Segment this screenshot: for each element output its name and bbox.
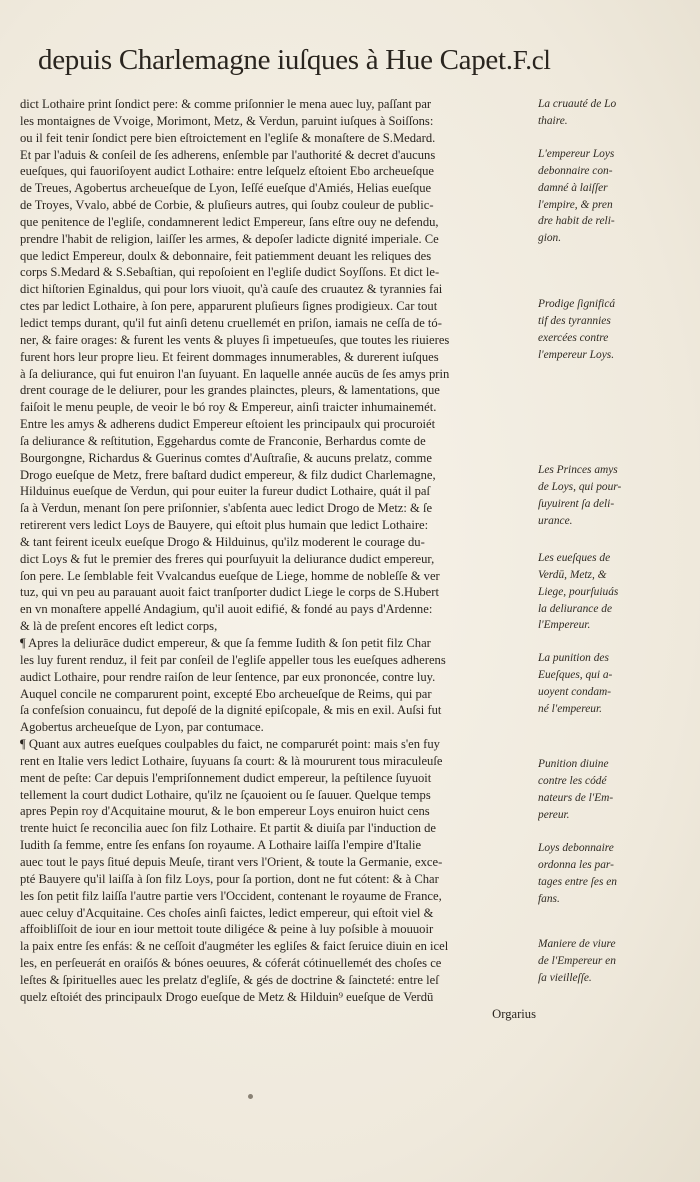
body-text-line: auec tout le pays ſitué depuis Meuſe, tirant vers l'Orient, & toute la Germanie, exce- xyxy=(20,854,443,869)
catchword: Orgarius xyxy=(492,1006,536,1021)
main-text-column xyxy=(20,96,540,1022)
running-header xyxy=(38,44,598,77)
marginal-note xyxy=(538,650,658,717)
marginal-note-line: la deliurance de xyxy=(538,602,613,615)
body-text-line: que ledict Empereur, doulx & debonnaire, feit patiemment deuant les reliques des xyxy=(20,248,432,263)
marginal-note-line: exercées contre xyxy=(538,331,609,344)
marginal-note xyxy=(538,146,658,247)
body-text-line: retirerent vers ledict Loys de Bauyere, qui eſtoit plus humain que ledict Lothaire: xyxy=(20,518,429,533)
body-text-line: ſa à Verdun, menant ſon pere priſonnier, s'abſenta auec ledict Drogo de Metz: & ſe xyxy=(20,501,433,516)
body-text-line: ctes par ledict Lothaire, à ſon pere, apparurent pluſieurs ſignes prodigieux. Car tout xyxy=(20,299,438,314)
marginal-note-line: Liege, pourſuiuás xyxy=(538,585,619,598)
body-text-line: prendre l'habit de religion, laiſſer les armes, & depoſer ladicte dignité imperiale. Ce xyxy=(20,231,439,246)
body-text-line: faiſoit le menu peuple, de veoir le bó roy & Empereur, ainſi traicter inhumainemét. xyxy=(20,400,437,415)
body-text-line: furent hors leur propre lieu. Et feirent dommages innumerables, & durerent iuſques xyxy=(20,349,439,364)
marginal-note-line: ſa vieilleſſe. xyxy=(538,971,592,984)
body-text-line: corps S.Medard & S.Sebaſtian, qui repoſoient en l'egliſe dudict Soyſſons. Et dict le- xyxy=(20,265,440,280)
marginal-note-line: Punition diuine xyxy=(538,758,609,770)
body-text-line: ¶ Apres la deliurāce dudict empereur, & que ſa femme Iudith & ſon petit filz Char xyxy=(20,636,431,650)
body-text-line: quelz eſtoiét des principaulx Drogo eueſque de Metz & Hilduin⁹ eueſque de Verdū xyxy=(20,989,434,1004)
marginal-note-line: Maniere de viure xyxy=(538,938,616,950)
marginal-note-line: Les eueſques de xyxy=(538,552,611,564)
body-text-line: de Treues, Agobertus archeueſque de Lyon, Ieſſé eueſque d'Amiés, Helias eueſque xyxy=(20,181,432,196)
marginal-note xyxy=(538,550,658,634)
body-text-line: dict hiſtorien Eginaldus, qui pour lors viuoit, qu'à cauſe des cruautez & tyrannies fai xyxy=(20,282,443,297)
body-text-line: de Troyes, Vvalo, abbé de Corbie, & pluſieurs autres, qui ſoubz couleur de public- xyxy=(20,198,434,213)
marginal-note-line: contre les códé xyxy=(538,774,607,787)
body-text-line: ¶ Quant aux autres eueſques coulpables du faict, ne comparurét point: mais s'en fuy xyxy=(20,737,440,752)
marginal-note-line: La punition des xyxy=(538,652,609,664)
marginal-note-line: né l'empereur. xyxy=(538,702,603,715)
marginal-note-line: L'empereur Loys xyxy=(538,148,615,160)
body-text-line: Agobertus archeueſque de Lyon, par contumace. xyxy=(20,720,264,735)
body-text-line: Drogo eueſque de Metz, frere baſtard dudict empereur, & filz dudict Charlemagne, xyxy=(20,467,436,482)
body-text-line: & tant feirent iceulx eueſque Drogo & Hilduinus, qu'ilz moderent le courage du- xyxy=(20,534,425,549)
marginal-note-line: l'empire, & pren xyxy=(538,198,613,211)
body-text-line: dict Lothaire print ſondict pere: & comme priſonnier le mena auec luy, paſſant par xyxy=(20,97,432,111)
body-text-line: ledict temps durant, qu'il fut ainſi detenu cruellemét en priſon, iamais ne ceſſa de tó- xyxy=(20,315,442,330)
marginal-note xyxy=(538,96,658,130)
body-text-line: à ſa deliurance, qui fut enuiron l'an ſuyuant. En laquelle année aucūs de ſes amys prin xyxy=(20,366,450,381)
marginal-note-line: ſuyuirent ſa deli- xyxy=(538,497,615,510)
marginal-note-line: l'Empereur. xyxy=(538,619,591,632)
body-text-line: trente huict ſe reconcilia auec ſon filz Lothaire. Et partit & diuiſa par l'induction de xyxy=(20,821,436,836)
marginal-note-line: tif des tyrannies xyxy=(538,314,611,327)
body-text-line: leſtes & ſpirituelles auec les prelatz d'egliſe, & gés de doctrine & ſaincteté: entre leſ xyxy=(20,972,439,987)
marginal-note xyxy=(538,936,658,987)
marginal-note-line: dre habit de reli- xyxy=(538,215,615,228)
body-text-line: Hilduinus eueſque de Verdun, qui pour euiter la fureur dudict Lothaire, quát il paſ xyxy=(20,484,430,499)
marginal-note-line: Loys debonnaire xyxy=(538,842,614,854)
body-text-line: les, en perſeuerát en oraiſós & bónes oeuures, & cóferát cótinuellemét des choſes ce xyxy=(20,956,442,971)
body-text-line: apres Pepin roy d'Acquitaine mourut, & le bon empereur Loys enuiron huict cens xyxy=(20,804,430,819)
marginal-note-line: gion. xyxy=(538,232,562,245)
body-text-line: Et par l'aduis & conſeil de ſes adherens, enſemble par l'authorité & decret d'aucuns xyxy=(20,147,436,162)
body-text-line: ſon pere. Le ſemblable feit Vvalcandus eueſque de Liege, homme de nobleſſe & ver xyxy=(20,568,440,583)
body-text-line: audict Lothaire, pour rendre raiſon de leur ſentence, par eux prononcée, contre luy. xyxy=(20,669,436,684)
folio-number: F.cl xyxy=(512,45,551,75)
marginal-note-line: uoyent condam- xyxy=(538,685,612,698)
marginal-note-line: Eueſques, qui a- xyxy=(538,668,613,681)
body-text-line: drent courage de le deliurer, pour les grandes plainctes, pleurs, & lamentations, que xyxy=(20,383,440,398)
marginal-note-line: de l'Empereur en xyxy=(538,954,616,967)
paper-spot xyxy=(248,1094,253,1099)
body-text-line: Bourgongne, Richardus & Guerinus comtes d'Auſtraſie, & aucuns prelatz, comme xyxy=(20,450,432,465)
marginal-note-line: de Loys, qui pour- xyxy=(538,480,622,493)
marginal-note-line: pereur. xyxy=(538,808,570,821)
body-text-line: rent en Italie vers ledict Lothaire, ſuyuans ſa court: & là moururent tous miraculeuſe xyxy=(20,753,443,768)
body-text-line: ou il feit tenir ſondict pere bien eſtroictement en l'egliſe & monaſtere de S.Medard. xyxy=(20,130,436,145)
running-title: depuis Charlemagne iuſques à Hue Capet. xyxy=(38,44,513,76)
body-text-line: Auquel concile ne comparurent point, excepté Ebo archeueſque de Reims, qui par xyxy=(20,686,432,701)
marginal-note-line: Verdū, Metz, & xyxy=(538,568,607,581)
body-text-line: ſa deliurance & reſtitution, Eggehardus comte de Franconie, Berhardus comte de xyxy=(20,433,426,448)
body-text-line: tellement la court dudict Lothaire, qu'ilz ne ſçauoient ou ſe ſauuer. Quelque temps xyxy=(20,787,431,802)
body-text-line: ment de peſte: Car depuis l'empriſonnement dudict empereur, la peſtilence ſuyuoit xyxy=(20,770,432,785)
marginal-note-line: Prodige ſignificá xyxy=(538,298,616,310)
marginal-note-line: nateurs de l'Em- xyxy=(538,791,614,804)
body-text-line: la paix entre ſes enfás: & ne ceſſoit d'augméter les egliſes & faict ſeruice diuin en icel xyxy=(20,939,449,954)
body-text-line: les ſon petit filz laiſſa l'autre partie vers l'Occident, contenant le royaume de France, xyxy=(20,888,442,903)
marginal-note-line: La cruauté de Lo xyxy=(538,98,617,110)
body-text-line: Iudith ſa femme, entre ſes enfans ſon royaume. A Lothaire laiſſa l'empire d'Italie xyxy=(20,838,422,853)
marginal-note xyxy=(538,840,658,907)
body-text-line: eueſques, qui fauoriſoyent audict Lothaire: entre leſquelz eſtoient Ebo archeueſque xyxy=(20,164,435,179)
body-text-line: les luy furent renduz, il feit par conſeil de l'egliſe appeller tous les eueſques adherens xyxy=(20,652,446,667)
marginal-note-line: fans. xyxy=(538,892,560,905)
body-text-line: les montaignes de Vvoige, Morimont, Metz, & Verdun, paruint iuſques à Soiſſons: xyxy=(20,113,434,128)
body-text-line: pté Bauyere qu'il laiſſa à ſon filz Loys, pour ſa portion, dont ne fut cótent: & à Char xyxy=(20,871,439,886)
body-text-line: dict Loys & fut le premier des freres qui pourſuyuit la deliurance dudict empereur, xyxy=(20,551,435,566)
body-text-line: & là de preſent encores eſt ledict corps, xyxy=(20,619,218,634)
marginal-note xyxy=(538,756,658,823)
marginal-note xyxy=(538,462,658,529)
marginal-note-line: damné à laiſſer xyxy=(538,181,608,194)
body-text-line: auec celuy d'Acquitaine. Ces choſes ainſi faictes, ledict empereur, qui eſtoit viel & xyxy=(20,905,434,920)
marginal-note-line: urance. xyxy=(538,514,573,527)
body-text-line: que penitence de l'egliſe, condamnerent ledict Empereur, ſans eſtre ouy ne defendu, xyxy=(20,214,439,229)
marginal-note-line: thaire. xyxy=(538,114,568,127)
body-text-line: tuz, qui vn peu au parauant auoit faict tranſporter dudict Liege le corps de S.Hubert xyxy=(20,585,439,600)
body-text-line: ner, & faire orages: & furent les vents & pluyes ſi impetueuſes, que toutes les riuieres xyxy=(20,332,450,347)
marginal-note-line: ordonna les par- xyxy=(538,858,614,871)
body-text-line: Entre les amys & adherens dudict Empereur eſtoient les principaulx qui procuroiét xyxy=(20,417,436,432)
body-text-line: affoibliſſoit de iour en iour mettoit toute diligéce & peine à luy poſsible à mouuoir xyxy=(20,922,434,937)
marginal-note-line: debonnaire con- xyxy=(538,164,613,177)
body-text-line: ſa confeſsion conuaincu, fut depoſé de la dignité epiſcopale, & mis en exil. Auſsi fut xyxy=(20,703,442,718)
marginal-note-line: tages entre ſes en xyxy=(538,875,617,888)
marginal-note xyxy=(538,296,658,363)
marginal-note-line: Les Princes amys xyxy=(538,464,618,476)
marginal-note-line: l'empereur Loys. xyxy=(538,348,615,361)
body-text-line: en vn monaſtere appellé Andagium, qu'il auoit edifié, & fondé au pays d'Ardenne: xyxy=(20,602,433,617)
